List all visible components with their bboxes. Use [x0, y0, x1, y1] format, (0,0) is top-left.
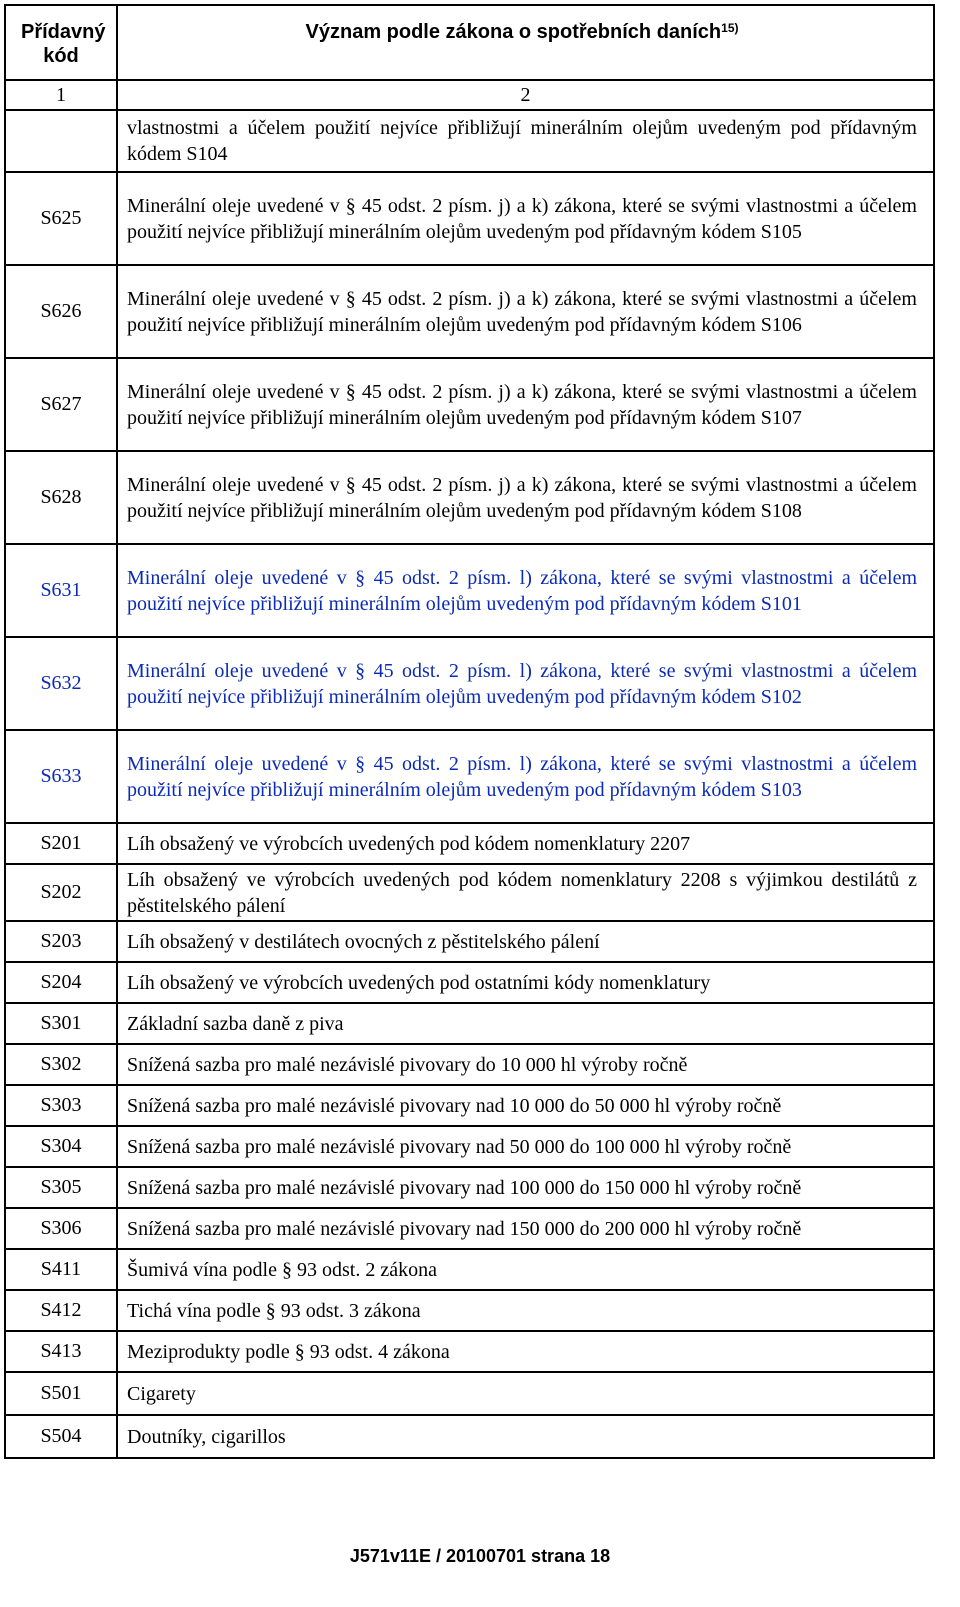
table-row — [6, 865, 933, 922]
row-meaning: Snížená sazba pro malé nezávislé pivovary do 10 000 hl výroby ročně — [127, 1053, 688, 1076]
row-code: S204 — [6, 963, 118, 1002]
table-row — [6, 963, 933, 1004]
header-meaning-label — [306, 20, 739, 44]
footnote-ref: 15) — [721, 21, 739, 35]
row-code: S625 — [6, 173, 118, 264]
row-code: S306 — [6, 1209, 118, 1248]
table-row — [6, 1045, 933, 1086]
row-meaning: Minerální oleje uvedené v § 45 odst. 2 písm. j) a k) zákona, které se svými vlastnostmi a účelem použití nejvíce přibližují minerálním olejům uvedeným pod přídavným kódem S105 — [127, 194, 917, 243]
column-number-2: 2 — [520, 84, 531, 106]
table-row — [6, 731, 933, 824]
table-row — [6, 1086, 933, 1127]
row-meaning-cell — [118, 545, 933, 636]
row-meaning: Základní sazba daně z piva — [127, 1012, 344, 1035]
row-code: S501 — [6, 1373, 118, 1414]
code-table — [4, 4, 935, 1459]
header-meaning-cell — [118, 6, 933, 79]
row-meaning-cell — [118, 1209, 933, 1248]
header-code-label: Přídavný kód — [21, 21, 106, 67]
row-code: S626 — [6, 266, 118, 357]
row-code: S633 — [6, 731, 118, 822]
row-meaning-cell — [118, 1332, 933, 1371]
row-code: S631 — [6, 545, 118, 636]
table-row — [6, 173, 933, 266]
row-meaning-cell — [118, 922, 933, 961]
row-meaning: Tichá vína podle § 93 odst. 3 zákona — [127, 1299, 421, 1322]
row-meaning: Snížená sazba pro malé nezávislé pivovary nad 10 000 do 50 000 hl výroby ročně — [127, 1094, 782, 1117]
row-meaning-cell — [118, 1416, 933, 1457]
row-code: S412 — [6, 1291, 118, 1330]
table-row — [6, 1004, 933, 1045]
row-meaning-cell — [118, 1004, 933, 1043]
table-row — [6, 452, 933, 545]
table-row — [6, 359, 933, 452]
row-meaning: Cigarety — [127, 1382, 196, 1405]
table-row — [6, 1250, 933, 1291]
row-meaning-cell — [118, 266, 933, 357]
row-meaning: Snížená sazba pro malé nezávislé pivovary nad 50 000 do 100 000 hl výroby ročně — [127, 1135, 792, 1158]
column-number-2-cell — [118, 81, 933, 109]
row-meaning: Šumivá vína podle § 93 odst. 2 zákona — [127, 1258, 437, 1281]
row-meaning-cell — [118, 173, 933, 264]
continuation-row — [6, 111, 933, 173]
row-meaning: Líh obsažený v destilátech ovocných z pěstitelského pálení — [127, 930, 600, 953]
row-meaning: Minerální oleje uvedené v § 45 odst. 2 písm. l) zákona, které se svými vlastnostmi a účelem použití nejvíce přibližují minerálním olejům uvedeným pod přídavným kódem S103 — [127, 752, 917, 801]
row-meaning-cell — [118, 731, 933, 822]
header-code-cell — [6, 6, 118, 79]
row-meaning: Líh obsažený ve výrobcích uvedených pod ostatními kódy nomenklatury — [127, 971, 711, 994]
column-number-1: 1 — [6, 81, 118, 109]
continuation-code-cell — [6, 111, 118, 171]
row-meaning: Minerální oleje uvedené v § 45 odst. 2 písm. j) a k) zákona, které se svými vlastnostmi a účelem použití nejvíce přibližují minerálním olejům uvedeným pod přídavným kódem S107 — [127, 380, 917, 429]
row-code: S201 — [6, 824, 118, 863]
row-meaning: Líh obsažený ve výrobcích uvedených pod kódem nomenklatury 2208 s výjimkou destilátů z pěstitelského pálení — [127, 868, 917, 917]
table-row — [6, 922, 933, 963]
row-meaning: Minerální oleje uvedené v § 45 odst. 2 písm. l) zákona, které se svými vlastnostmi a účelem použití nejvíce přibližují minerálním olejům uvedeným pod přídavným kódem S101 — [127, 566, 917, 615]
row-code: S304 — [6, 1127, 118, 1166]
row-code: S413 — [6, 1332, 118, 1371]
row-meaning-cell — [118, 1086, 933, 1125]
row-meaning-cell — [118, 824, 933, 863]
row-code: S305 — [6, 1168, 118, 1207]
table-row — [6, 1209, 933, 1250]
row-meaning-cell — [118, 1373, 933, 1414]
table-row — [6, 1373, 933, 1416]
row-code: S411 — [6, 1250, 118, 1289]
column-number-row — [6, 81, 933, 111]
table-row — [6, 1416, 933, 1459]
row-code: S632 — [6, 638, 118, 729]
table-row — [6, 1291, 933, 1332]
row-meaning: Líh obsažený ve výrobcích uvedených pod kódem nomenklatury 2207 — [127, 832, 691, 855]
row-meaning-cell — [118, 1045, 933, 1084]
row-code: S303 — [6, 1086, 118, 1125]
row-meaning-cell — [118, 1168, 933, 1207]
row-meaning-cell — [118, 1291, 933, 1330]
row-meaning-cell — [118, 865, 933, 920]
row-code: S202 — [6, 865, 118, 920]
row-meaning: Meziprodukty podle § 93 odst. 4 zákona — [127, 1340, 450, 1363]
table-row — [6, 638, 933, 731]
continuation-text-cell — [118, 111, 933, 171]
table-row — [6, 266, 933, 359]
table-header-row — [6, 6, 933, 81]
row-code: S627 — [6, 359, 118, 450]
table-row — [6, 1332, 933, 1373]
row-meaning: Minerální oleje uvedené v § 45 odst. 2 písm. l) zákona, které se svými vlastnostmi a účelem použití nejvíce přibližují minerálním olejům uvedeným pod přídavným kódem S102 — [127, 659, 917, 708]
row-meaning: Snížená sazba pro malé nezávislé pivovary nad 100 000 do 150 000 hl výroby ročně — [127, 1176, 802, 1199]
table-row — [6, 1168, 933, 1209]
row-meaning-cell — [118, 359, 933, 450]
row-code: S628 — [6, 452, 118, 543]
table-row — [6, 824, 933, 865]
row-meaning: Minerální oleje uvedené v § 45 odst. 2 písm. j) a k) zákona, které se svými vlastnostmi a účelem použití nejvíce přibližují minerálním olejům uvedeným pod přídavným kódem S108 — [127, 473, 917, 522]
row-meaning-cell — [118, 963, 933, 1002]
row-meaning: Doutníky, cigarillos — [127, 1425, 286, 1448]
row-meaning: Minerální oleje uvedené v § 45 odst. 2 písm. j) a k) zákona, které se svými vlastnostmi a účelem použití nejvíce přibližují minerálním olejům uvedeným pod přídavným kódem S106 — [127, 287, 917, 336]
row-meaning: Snížená sazba pro malé nezávislé pivovary nad 150 000 do 200 000 hl výroby ročně — [127, 1217, 802, 1240]
continuation-text: vlastnostmi a účelem použití nejvíce přibližují minerálním olejům uvedeným pod přídavným kódem S104 — [127, 117, 917, 165]
row-code: S302 — [6, 1045, 118, 1084]
table-row — [6, 1127, 933, 1168]
table-row — [6, 545, 933, 638]
row-meaning-cell — [118, 638, 933, 729]
row-meaning-cell — [118, 452, 933, 543]
row-code: S203 — [6, 922, 118, 961]
page-footer: J571v11E / 20100701 strana 18 — [349, 1546, 611, 1566]
row-code: S301 — [6, 1004, 118, 1043]
row-meaning-cell — [118, 1250, 933, 1289]
row-code: S504 — [6, 1416, 118, 1457]
header-meaning-text: Význam podle zákona o spotřebních daních — [305, 21, 722, 43]
row-meaning-cell — [118, 1127, 933, 1166]
